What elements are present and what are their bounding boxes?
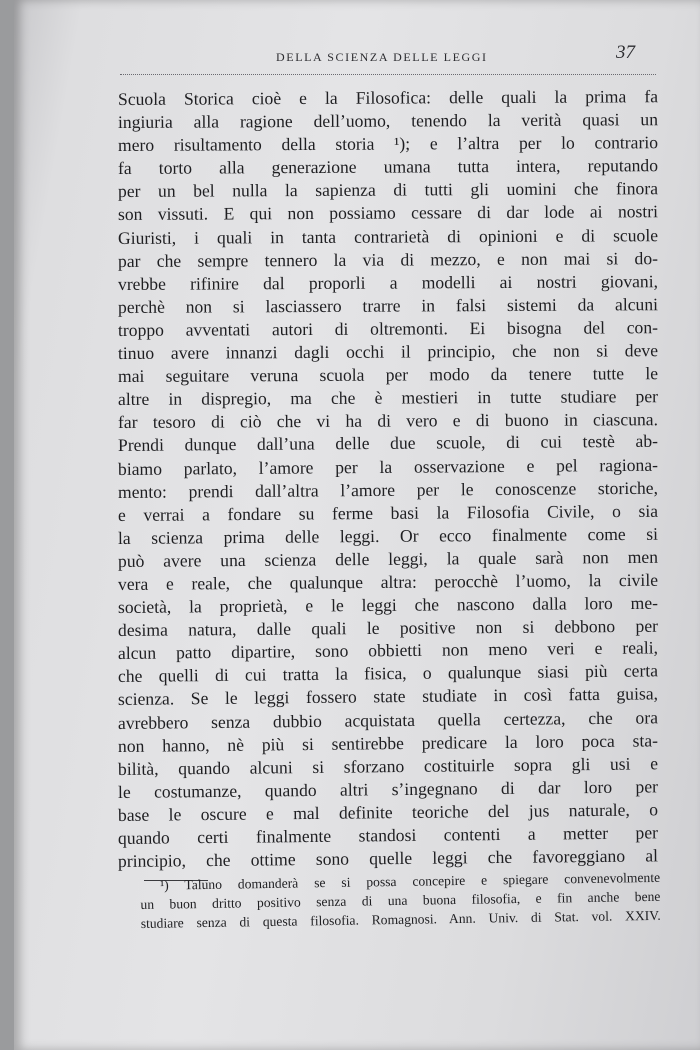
text-line: bilità, quando alcuni si sforzano costituirle sopra gli usi e	[117, 753, 659, 779]
text-line: desima natura, dalle quali le positive non si debbono per	[117, 615, 659, 641]
text-line: Prendi dunque dall’una delle due scuole, di cui testè ab-	[117, 431, 659, 456]
text-line: alcun patto dipartire, sono obbietti non meno veri e reali,	[117, 637, 659, 664]
text-line: biamo parlato, l’amore per la osservazione e pel ragiona-	[117, 454, 659, 479]
text-line: le costumanze, quando altri s’ingegnano di dar loro per	[117, 776, 659, 802]
text-line: società, la proprietà, e le leggi che nascono dalla loro me-	[117, 592, 659, 618]
footnote-line: ¹) Taluno domanderà se si possa concepire e spiegare convenevolmente	[160, 869, 661, 893]
text-line: Giuristi, i quali in tanta contrarietà di opinioni e di scuole	[117, 224, 659, 248]
text-line: tinuo avere innanzi dagli occhi il principio, che non si deve	[117, 340, 659, 364]
footnote-line: un buon dritto positivo senza di una buona filosofia, e fin anche bene	[140, 888, 661, 912]
text-line: scienza. Se le leggi fossero state studiate in così fatta guisa,	[117, 683, 659, 710]
body-text	[118, 88, 658, 873]
text-line: altre in dispregio, ma che è mestieri in tutte studiare per	[117, 386, 659, 410]
text-line: vrebbe rifinire dal proporli a modelli ai nostri giovani,	[117, 270, 659, 294]
text-line: quando certi finalmente standosi contenti a metter per	[117, 822, 659, 848]
header-rule	[120, 74, 656, 75]
text-line: ingiuria alla ragione dell’uomo, tenendo la verità quasi un	[117, 109, 659, 133]
text-line: mero risultamento della storia ¹); e l’altra per lo contrario	[117, 132, 659, 156]
text-line: principio, che ottime sono quelle leggi che favoreggiano al	[117, 845, 659, 872]
book-page	[14, 0, 700, 1050]
text-line: fa torto alla generazione umana tutta intera, reputando	[117, 155, 659, 179]
footnote-line: studiare senza di questa filosofia. Romagnosi. Ann. Univ. di Stat. vol. XXIV.	[140, 907, 661, 931]
footnote	[140, 868, 661, 933]
text-line: vera e reale, che qualunque altra: perocchè l’uomo, la civile	[117, 569, 659, 594]
text-line: far tesoro di ciò che vi ha di vero e di buono in ciascuna.	[117, 409, 659, 433]
text-line: son vissuti. E qui non possiamo cessare di dar lode ai nostri	[117, 201, 659, 225]
text-line: perchè non si lasciassero trarre in falsi sistemi da alcuni	[117, 294, 659, 317]
text-line: avrebbero senza dubbio acquistata quella certezza, che ora	[117, 706, 659, 733]
page-number: 37	[616, 42, 635, 63]
text-line: può avere una scienza delle leggi, la quale sarà non men	[117, 546, 659, 571]
text-line: par che sempre tennero la via di mezzo, e non mai si do-	[117, 247, 659, 271]
text-line: Scuola Storica cioè e la Filosofica: delle quali la prima fa	[117, 86, 659, 109]
text-line: base le oscure e mal definite teoriche del jus naturale, o	[117, 799, 659, 825]
text-line: troppo avventati autori di oltremonti. Ei bisogna del con-	[117, 317, 659, 340]
text-line: non hanno, nè più si sentirebbe predicare la loro poca sta-	[117, 729, 659, 756]
text-line: mai seguitare veruna scuola per modo da tenere tutte le	[117, 363, 659, 387]
running-title: DELLA SCIENZA DELLE LEGGI	[276, 50, 488, 64]
text-line: e verrai a fondare su ferme basi la Filosofia Civile, o sia	[117, 500, 659, 525]
text-line: la scienza prima delle leggi. Or ecco finalmente come si	[117, 523, 659, 548]
text-line: mento: prendi dall’altra l’amore per le conoscenze storiche,	[117, 477, 659, 502]
text-line: che quelli di cui tratta la fisica, o qualunque siasi più certa	[117, 660, 659, 687]
text-line: per un bel nulla la sapienza di tutti gli uomini che finora	[117, 178, 659, 202]
